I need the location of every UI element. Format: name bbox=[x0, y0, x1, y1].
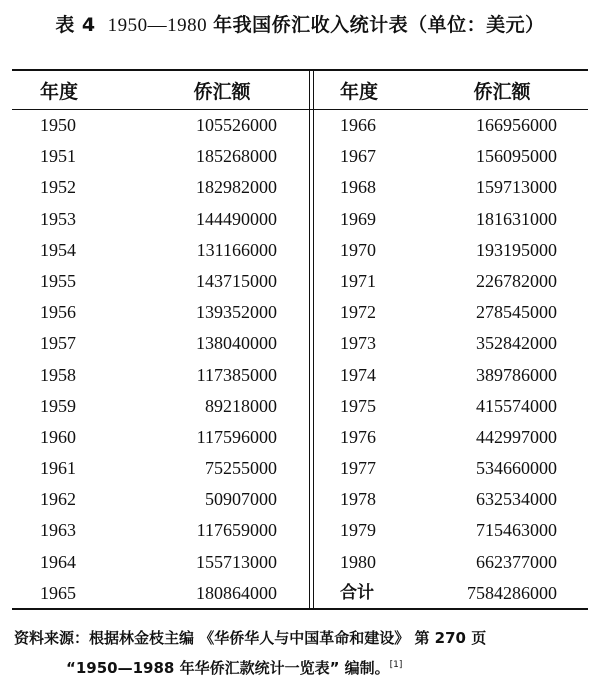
amount-right-cell: 632534000 bbox=[476, 489, 557, 510]
year-left-cell: 1952 bbox=[40, 177, 76, 198]
amount-right-cell: 159713000 bbox=[476, 177, 557, 198]
table-row bbox=[12, 360, 588, 391]
title-text: 年我国侨汇收入统计表（单位：美元） bbox=[213, 14, 545, 36]
amount-left-cell: 143715000 bbox=[196, 270, 277, 291]
amount-right-cell: 166956000 bbox=[476, 115, 557, 135]
amount-left-cell: 144490000 bbox=[196, 208, 277, 229]
header-year-right: 年度 bbox=[340, 81, 379, 103]
header-amount-left: 侨汇额 bbox=[193, 81, 251, 103]
year-left-cell: 1961 bbox=[40, 458, 76, 479]
table-row bbox=[12, 391, 588, 422]
year-right-cell: 1975 bbox=[340, 395, 376, 416]
amount-left-cell: 180864000 bbox=[196, 582, 277, 603]
year-right-cell: 1978 bbox=[340, 489, 376, 510]
amount-left-cell: 182982000 bbox=[196, 177, 277, 198]
header-year-left: 年度 bbox=[40, 81, 79, 103]
year-right-cell: 1973 bbox=[340, 333, 376, 354]
source-note-line2 bbox=[14, 652, 594, 682]
year-right-cell: 1966 bbox=[340, 115, 376, 135]
source-note bbox=[14, 625, 594, 682]
year-left-cell: 1958 bbox=[40, 364, 76, 385]
table-row bbox=[12, 235, 588, 266]
reference-marker: [1] bbox=[389, 660, 403, 670]
year-left-cell: 1959 bbox=[40, 395, 76, 416]
title-years: 1950—1980 bbox=[107, 15, 208, 36]
year-left-cell: 1954 bbox=[40, 239, 76, 260]
year-left-cell: 1962 bbox=[40, 489, 76, 510]
amount-right-cell: 352842000 bbox=[476, 333, 557, 354]
table-row bbox=[12, 484, 588, 515]
amount-left-cell: 155713000 bbox=[196, 551, 277, 572]
year-left-cell: 1965 bbox=[40, 582, 76, 603]
table-row bbox=[12, 172, 588, 203]
amount-right-cell: 715463000 bbox=[476, 520, 557, 541]
table-row bbox=[12, 141, 588, 172]
table-row bbox=[12, 266, 588, 297]
table-row bbox=[12, 515, 588, 546]
amount-right-cell: 534660000 bbox=[476, 458, 557, 479]
table-row bbox=[12, 422, 588, 453]
table-row bbox=[12, 453, 588, 484]
amount-left-cell: 105526000 bbox=[196, 115, 277, 135]
year-right-cell: 1969 bbox=[340, 208, 376, 229]
amount-right-cell: 442997000 bbox=[476, 426, 557, 447]
year-left-cell: 1964 bbox=[40, 551, 76, 572]
year-right-cell: 1972 bbox=[340, 302, 376, 323]
source-note-line1: 资料来源：根据林金枝主编 《华侨华人与中国革命和建设》 第 270 页 bbox=[14, 629, 487, 647]
amount-left-cell: 138040000 bbox=[196, 333, 277, 354]
year-right-cell: 1968 bbox=[340, 177, 376, 198]
table-row bbox=[12, 110, 588, 141]
year-left-cell: 1963 bbox=[40, 520, 76, 541]
amount-right-cell: 7584286000 bbox=[467, 582, 557, 603]
amount-right-cell: 226782000 bbox=[476, 270, 557, 291]
year-right-cell: 1974 bbox=[340, 364, 376, 385]
table-row bbox=[12, 297, 588, 328]
table-row bbox=[12, 547, 588, 578]
amount-right-cell: 278545000 bbox=[476, 302, 557, 323]
year-right-cell: 1980 bbox=[340, 551, 376, 572]
table-number: 表 4 bbox=[55, 14, 96, 36]
year-right-cell: 1979 bbox=[340, 520, 376, 541]
amount-left-cell: 117385000 bbox=[196, 364, 277, 385]
amount-left-cell: 75255000 bbox=[205, 458, 277, 479]
amount-right-cell: 181631000 bbox=[476, 208, 557, 229]
year-right-cell: 1971 bbox=[340, 270, 376, 291]
year-right-cell: 1970 bbox=[340, 239, 376, 260]
amount-left-cell: 50907000 bbox=[205, 489, 277, 510]
year-right-cell: 1976 bbox=[340, 426, 376, 447]
year-left-cell: 1960 bbox=[40, 426, 76, 447]
amount-left-cell: 131166000 bbox=[196, 239, 277, 260]
amount-left-cell: 139352000 bbox=[196, 302, 277, 323]
table-row bbox=[12, 578, 588, 609]
table-body bbox=[12, 110, 588, 609]
amount-right-cell: 415574000 bbox=[476, 395, 557, 416]
amount-right-cell: 662377000 bbox=[476, 551, 557, 572]
table-top-rule bbox=[12, 69, 588, 71]
year-right-cell: 1967 bbox=[340, 146, 376, 167]
amount-right-cell: 193195000 bbox=[476, 239, 557, 260]
amount-left-cell: 89218000 bbox=[205, 395, 277, 416]
year-left-cell: 1953 bbox=[40, 208, 76, 229]
year-left-cell: 1951 bbox=[40, 146, 76, 167]
year-left-cell: 1950 bbox=[40, 115, 76, 135]
amount-left-cell: 117659000 bbox=[196, 520, 277, 541]
table-row bbox=[12, 204, 588, 235]
year-left-cell: 1956 bbox=[40, 302, 76, 323]
table-title bbox=[0, 10, 600, 37]
header-amount-right: 侨汇额 bbox=[473, 81, 531, 103]
year-right-cell: 合计 bbox=[340, 582, 374, 603]
source-note-line2-text: “1950—1988 年华侨汇款统计一览表” 编制。 bbox=[66, 659, 390, 677]
amount-right-cell: 156095000 bbox=[476, 146, 557, 167]
amount-right-cell: 389786000 bbox=[476, 364, 557, 385]
amount-left-cell: 185268000 bbox=[196, 146, 277, 167]
amount-left-cell: 117596000 bbox=[196, 426, 277, 447]
year-left-cell: 1955 bbox=[40, 270, 76, 291]
table-row bbox=[12, 328, 588, 359]
year-right-cell: 1977 bbox=[340, 458, 376, 479]
year-left-cell: 1957 bbox=[40, 333, 76, 354]
